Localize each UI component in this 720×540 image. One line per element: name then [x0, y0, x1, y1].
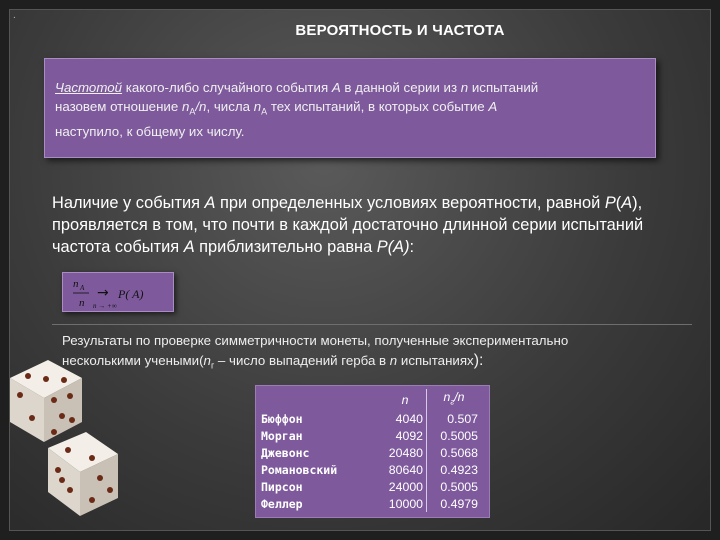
header-n: n [384, 389, 427, 410]
trials-cell: 10000 [384, 495, 427, 512]
table-row [258, 478, 481, 495]
table-row [258, 410, 481, 427]
header-freq [427, 389, 482, 410]
definition-var: n [253, 99, 262, 114]
die-top [10, 360, 82, 442]
trials-cell: 80640 [384, 461, 427, 478]
trials-cell: 24000 [384, 478, 427, 495]
header-name [258, 389, 384, 410]
frequency-cell: 0.5005 [440, 428, 478, 443]
results-text: ): [473, 352, 484, 369]
results-sub: г [210, 360, 215, 371]
dice-illustration [0, 350, 140, 520]
table-row [258, 495, 481, 512]
frequency-cell: 0.5068 [440, 445, 478, 460]
definition-text: какого-либо случайного события [122, 80, 332, 95]
frequency-cell: 0.4923 [440, 462, 478, 477]
table-row [258, 444, 481, 461]
results-text: несколькими учеными( [62, 353, 204, 368]
definition-sub: A [189, 106, 196, 117]
paragraph-text: ) [632, 194, 638, 212]
results-var: n [389, 353, 398, 368]
definition-text: тех испытаний, в которых событие [267, 99, 489, 114]
paragraph-var: A [183, 238, 195, 256]
scientist-name: Бюффон [261, 411, 303, 426]
frequency-cell: 0.507 [447, 411, 478, 426]
header-freq-n: n [443, 390, 451, 404]
paragraph-text: , проявляется в том, что почти в каждой достаточно длинной серии испытаний частота события [52, 194, 644, 256]
formula-denominator: n [79, 297, 85, 309]
definition-box [44, 58, 656, 158]
definition-text: назовем отношение [55, 99, 182, 114]
frequency-cell: 0.4979 [440, 496, 478, 511]
arrow-icon: → [97, 285, 109, 301]
results-table [258, 389, 481, 512]
definition-var: /n [195, 99, 207, 114]
scientist-name: Пирсон [261, 479, 303, 494]
scientist-name: Морган [261, 428, 303, 443]
trials-cell: 4040 [384, 410, 427, 427]
results-text: – число выпадений герба в [214, 353, 390, 368]
formula-rhs: P( A) [118, 287, 144, 301]
results-var: n [203, 353, 211, 368]
header-freq-sub: г [450, 397, 455, 407]
formula-numerator-sub: A [80, 284, 85, 292]
definition-term: Частотой [55, 80, 123, 95]
header-freq-tail: /n [454, 390, 465, 404]
paragraph-text: при определенных условиях вероятности, равной [215, 194, 605, 212]
paragraph-text: ( [615, 194, 622, 212]
results-text: испытаниях [397, 353, 474, 368]
definition-text: испытаний [468, 80, 539, 95]
results-text: Результаты по проверке симметричности монеты, полученные экспериментально [62, 333, 569, 348]
paragraph-text: Наличие у события [52, 194, 205, 212]
frequency-cell: 0.5005 [440, 479, 478, 494]
definition-text: наступило, к общему их числу. [55, 123, 245, 139]
definition-var: A [488, 99, 498, 114]
formula-numerator: n [73, 278, 79, 290]
limit-formula [62, 272, 174, 312]
trials-cell: 4092 [384, 427, 427, 444]
table-row [258, 461, 481, 478]
corner-mark: . [13, 10, 16, 21]
scientist-name: Джевонс [261, 445, 310, 460]
definition-sub: A [261, 106, 268, 117]
main-paragraph [52, 192, 672, 258]
paragraph-var: P [604, 194, 616, 212]
paragraph-var: P [376, 238, 388, 256]
table-row [258, 427, 481, 444]
definition-var: n [181, 99, 190, 114]
definition-text: , числа [206, 99, 254, 114]
paragraph-var: (A) [387, 238, 410, 256]
results-table-box [255, 385, 490, 518]
paragraph-text: приблизительно равна [194, 238, 377, 256]
formula-limit: n → +∞ [93, 302, 117, 310]
table-header-row [258, 389, 481, 410]
definition-var: n [460, 80, 469, 95]
formula-svg [63, 273, 175, 313]
scientist-name: Романовский [261, 462, 338, 477]
definition-var: A [331, 80, 341, 95]
paragraph-var: A [621, 194, 633, 212]
trials-cell: 20480 [384, 444, 427, 461]
slide-title: ВЕРОЯТНОСТЬ И ЧАСТОТА [295, 22, 505, 39]
die-bottom [48, 432, 118, 516]
scientist-name: Феллер [261, 496, 303, 511]
results-intro [52, 324, 692, 376]
definition-text: в данной серии из [340, 80, 461, 95]
paragraph-var: A [204, 194, 216, 212]
paragraph-text: : [409, 238, 415, 256]
